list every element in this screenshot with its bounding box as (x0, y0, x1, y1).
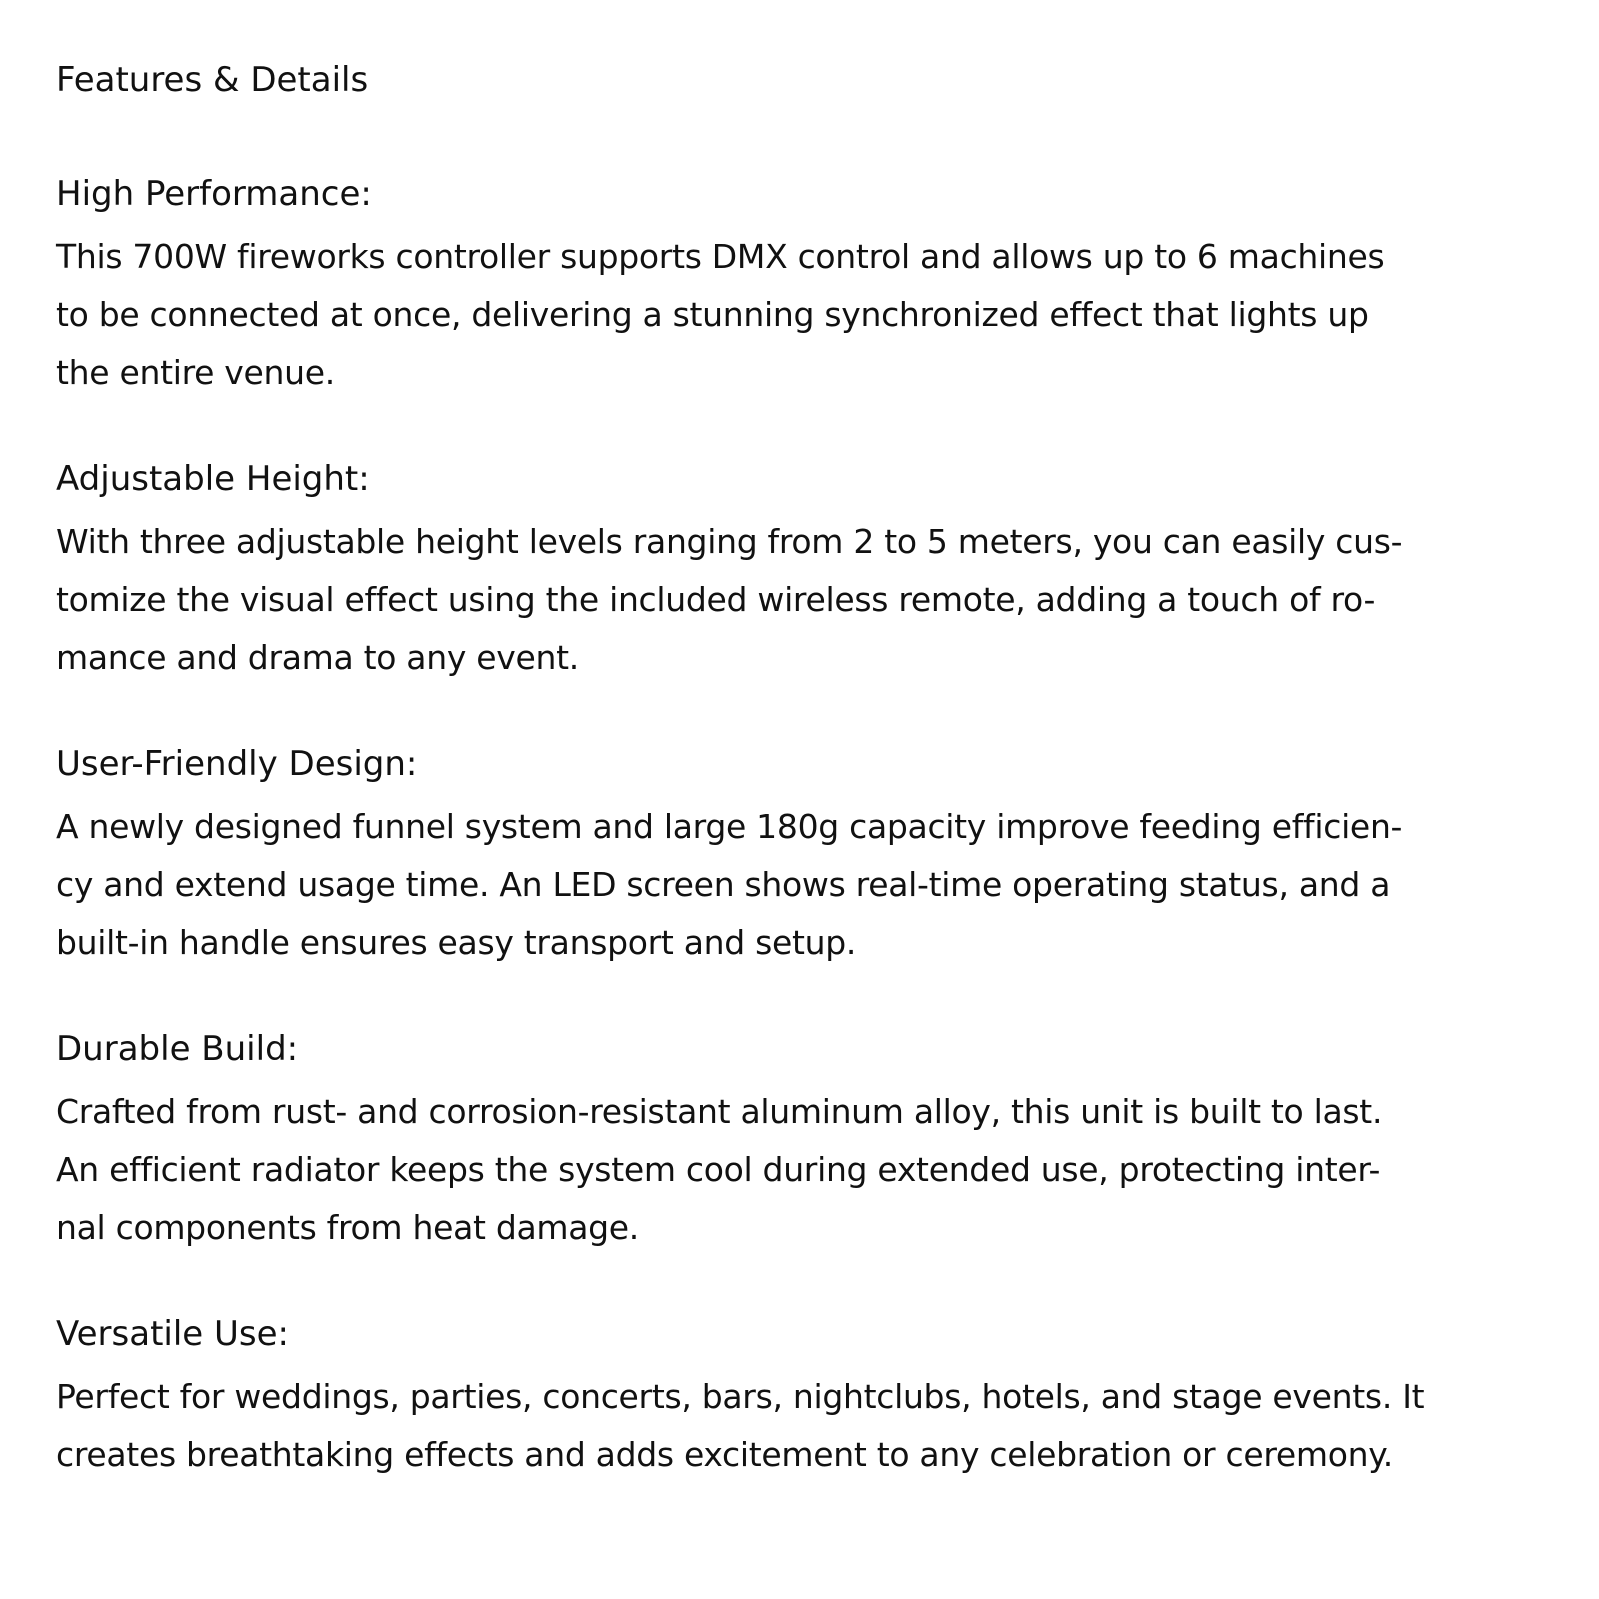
section-heading: Adjustable Height: (56, 459, 370, 499)
section-heading: High Performance: (56, 174, 372, 214)
paragraph-line: Crafted from rust- and corrosion-resistant aluminum alloy, this unit is built to last. (56, 1092, 1383, 1131)
section-high-performance (56, 170, 1556, 402)
section-adjustable-height (56, 455, 1556, 687)
paragraph-line: tomize the visual effect using the included wireless remote, adding a touch of ro- (56, 580, 1376, 619)
paragraph-line: nal components from heat damage. (56, 1208, 639, 1247)
paragraph-line: An efficient radiator keeps the system cool during extended use, protecting inter- (56, 1150, 1381, 1189)
paragraph-line: This 700W fireworks controller supports DMX control and allows up to 6 machines (56, 237, 1385, 276)
paragraph-line: built-in handle ensures easy transport and setup. (56, 923, 857, 962)
paragraph-line: to be connected at once, delivering a stunning synchronized effect that lights up (56, 295, 1369, 334)
section-user-friendly-design (56, 740, 1556, 972)
document-title: Features & Details (56, 60, 369, 100)
section-heading: User-Friendly Design: (56, 744, 418, 784)
section-versatile-use (56, 1310, 1556, 1484)
paragraph-line: mance and drama to any event. (56, 638, 579, 677)
paragraph-line: With three adjustable height levels ranging from 2 to 5 meters, you can easily cus- (56, 522, 1403, 561)
section-heading: Versatile Use: (56, 1314, 289, 1354)
paragraph-line: Perfect for weddings, parties, concerts, bars, nightclubs, hotels, and stage events. It (56, 1377, 1425, 1416)
section-heading: Durable Build: (56, 1029, 299, 1069)
paragraph-line: creates breathtaking effects and adds excitement to any celebration or ceremony. (56, 1435, 1393, 1474)
section-durable-build (56, 1025, 1556, 1257)
paragraph-line: A newly designed funnel system and large 180g capacity improve feeding efficien- (56, 807, 1403, 846)
paragraph-line: cy and extend usage time. An LED screen shows real-time operating status, and a (56, 865, 1391, 904)
paragraph-line: the entire venue. (56, 353, 335, 392)
